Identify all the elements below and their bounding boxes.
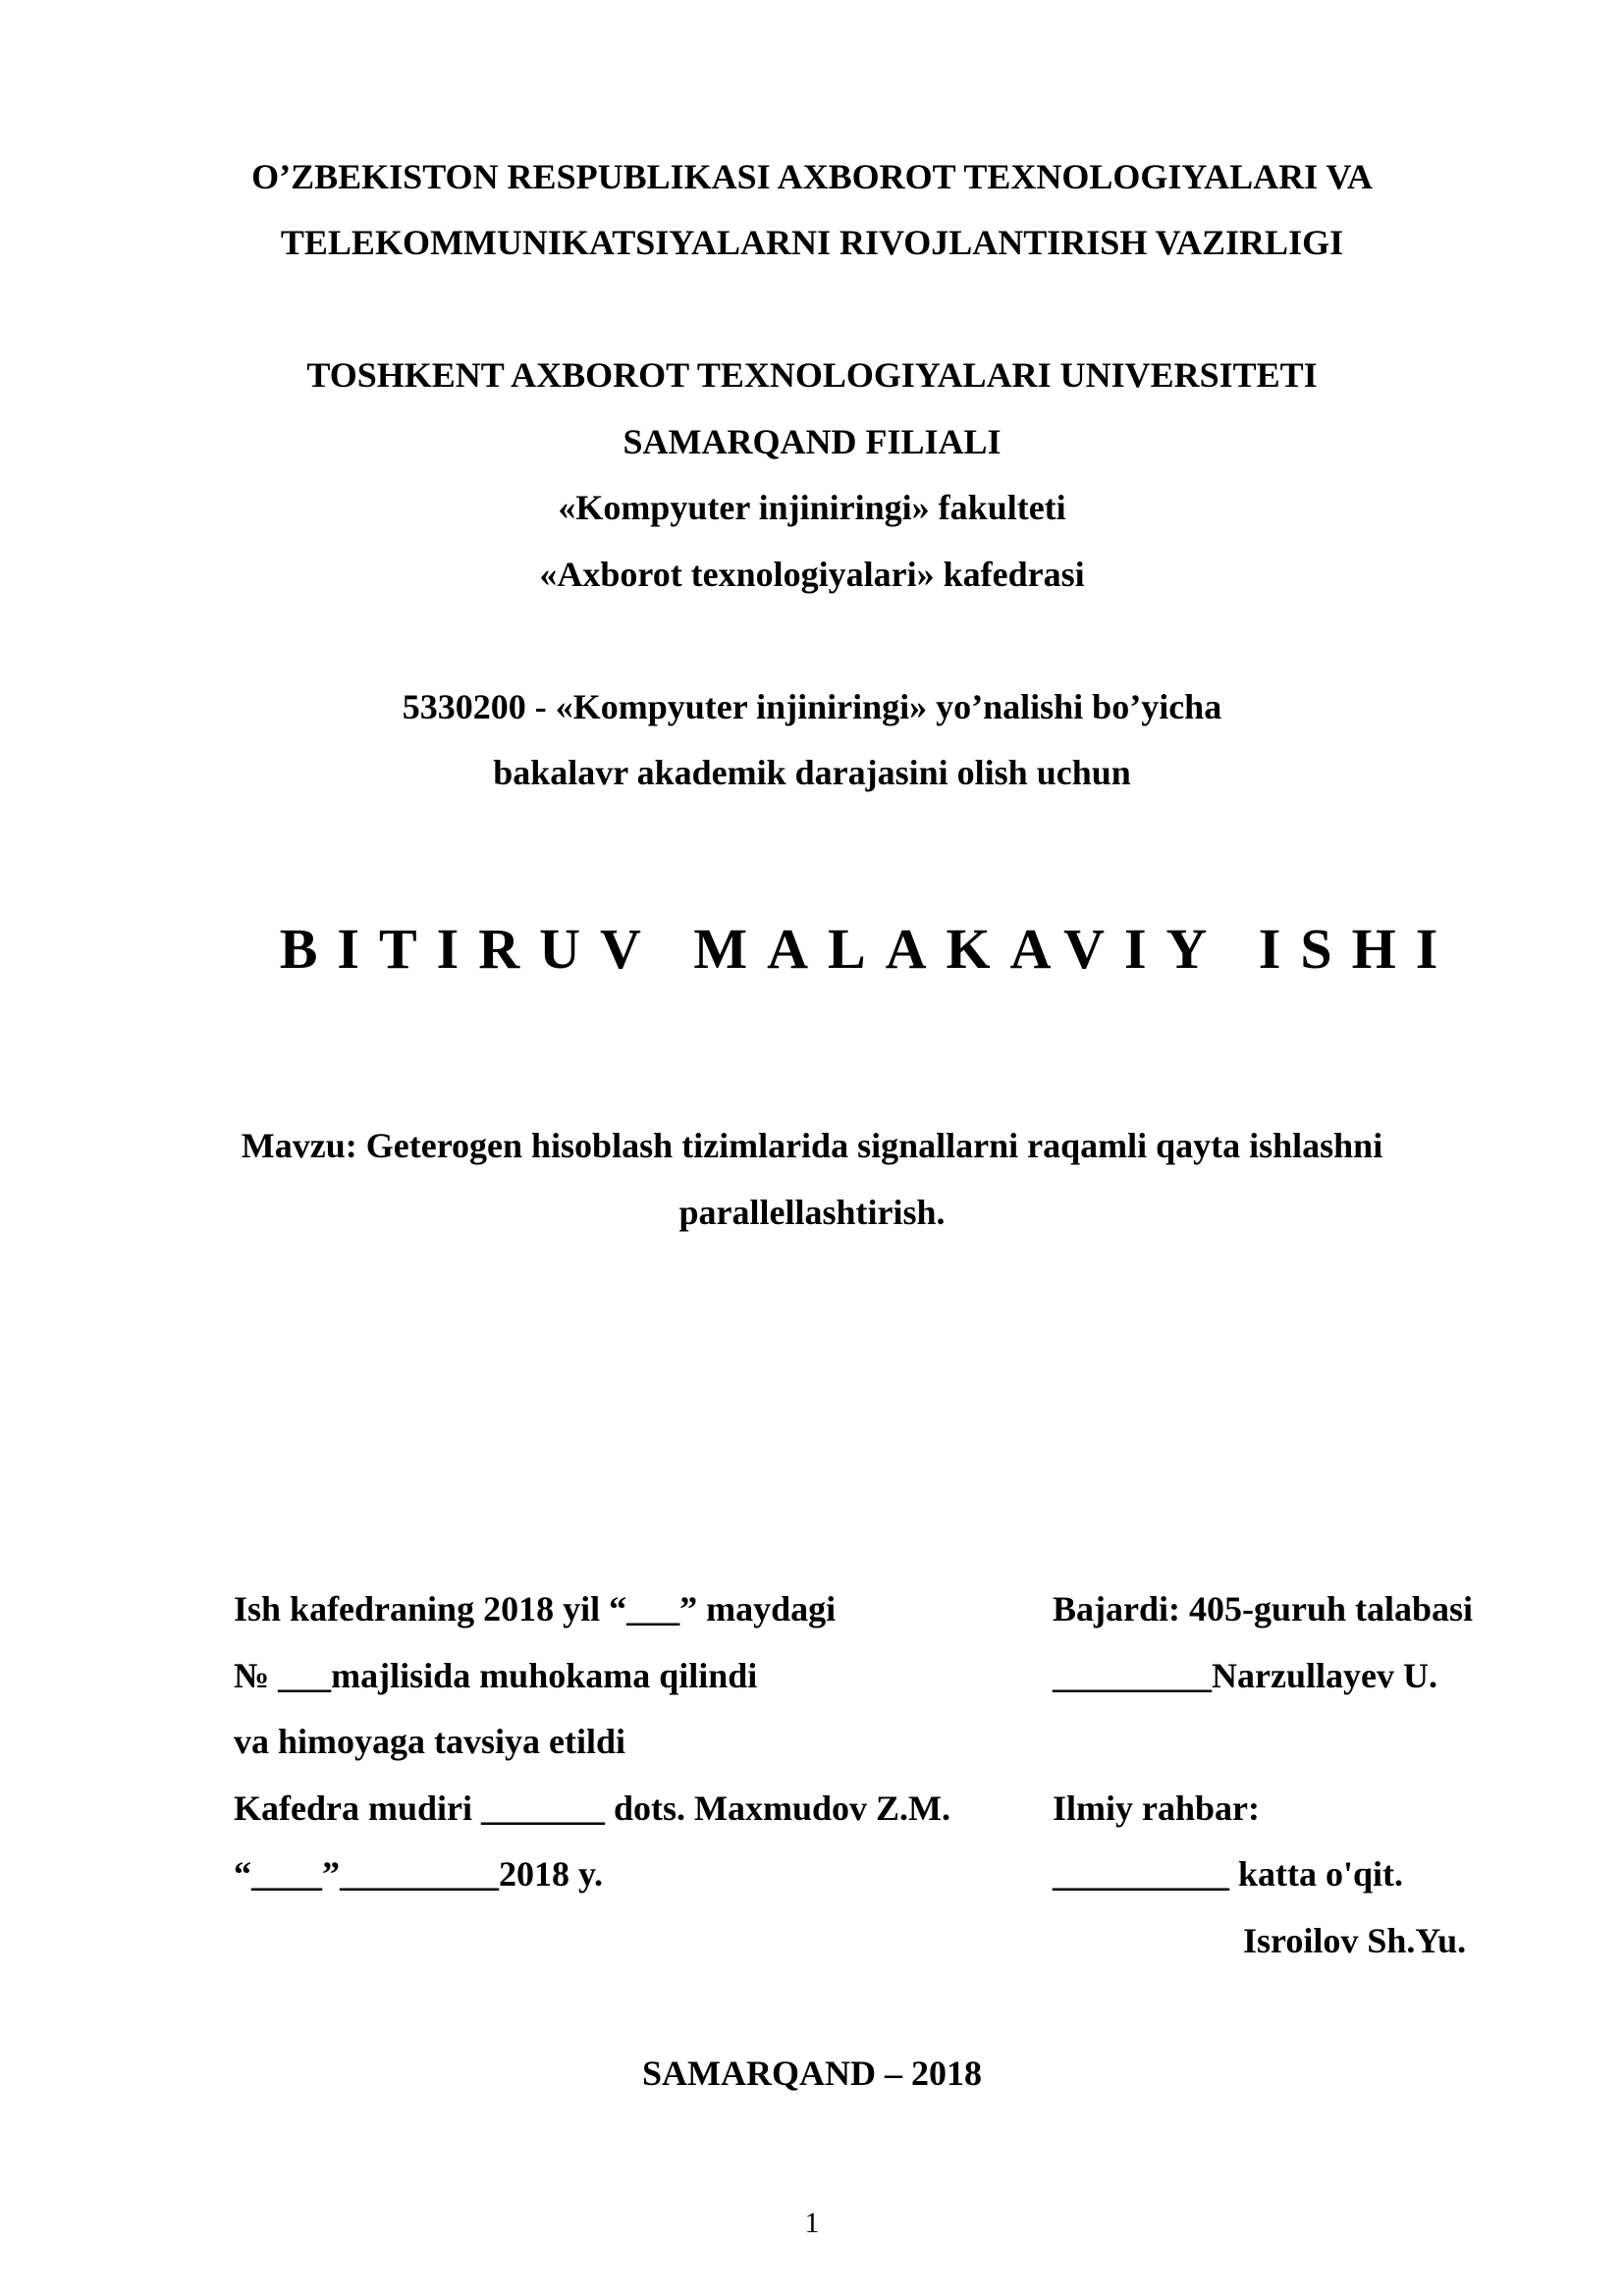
department-head-signature-line: Kafedra mudiri _______ dots. Maxmudov Z.M. [234, 1789, 951, 1828]
author-signature-line: _________Narzullayev U. [1053, 1656, 1437, 1695]
supervisor-signature-line: __________ katta o'qit. [1053, 1854, 1404, 1894]
degree-line-2: bakalavr akademik darajasini olish uchun [493, 753, 1131, 792]
supervisor-name: Isroilov Sh.Yu. [1243, 1921, 1467, 1960]
approval-line-1: Ish kafedraning 2018 yil “___” maydagi [234, 1589, 837, 1629]
ministry-name-line-1: O’ZBEKISTON RESPUBLIKASI AXBOROT TEXNOLOGIYALARI VA [251, 157, 1373, 196]
degree-line-1: 5330200 - «Kompyuter injiniringi» yo’nalishi bo’yicha [402, 687, 1222, 726]
ministry-name-line-2: TELEKOMMUNIKATSIYALARNI RIVOJLANTIRISH VAZIRLIGI [280, 223, 1344, 262]
document-title: BITIRUV MALAKAVIY ISHI [279, 917, 1458, 981]
faculty-name: «Kompyuter injiniringi» fakulteti [558, 488, 1066, 527]
supervisor-label: Ilmiy rahbar: [1053, 1789, 1260, 1828]
approval-date-line: “____”_________2018 y. [234, 1854, 604, 1894]
city-year: SAMARQAND – 2018 [642, 2054, 982, 2093]
author-group-label: Bajardi: 405-guruh talabasi [1053, 1589, 1474, 1629]
page-number: 1 [804, 2207, 820, 2239]
approval-line-3: va himoyaga tavsiya etildi [234, 1722, 626, 1761]
department-name: «Axborot texnologiyalari» kafedrasi [539, 555, 1085, 594]
approval-line-2: № ___majlisida muhokama qilindi [234, 1656, 758, 1695]
university-name-line-2: SAMARQAND FILIALI [623, 422, 1001, 461]
topic-line-1: Mavzu: Geterogen hisoblash tizimlarida signallarni raqamli qayta ishlashni [241, 1126, 1383, 1165]
university-name-line-1: TOSHKENT AXBOROT TEXNOLOGIYALARI UNIVERSITETI [306, 355, 1318, 395]
topic-line-2: parallellashtirish. [678, 1193, 946, 1232]
